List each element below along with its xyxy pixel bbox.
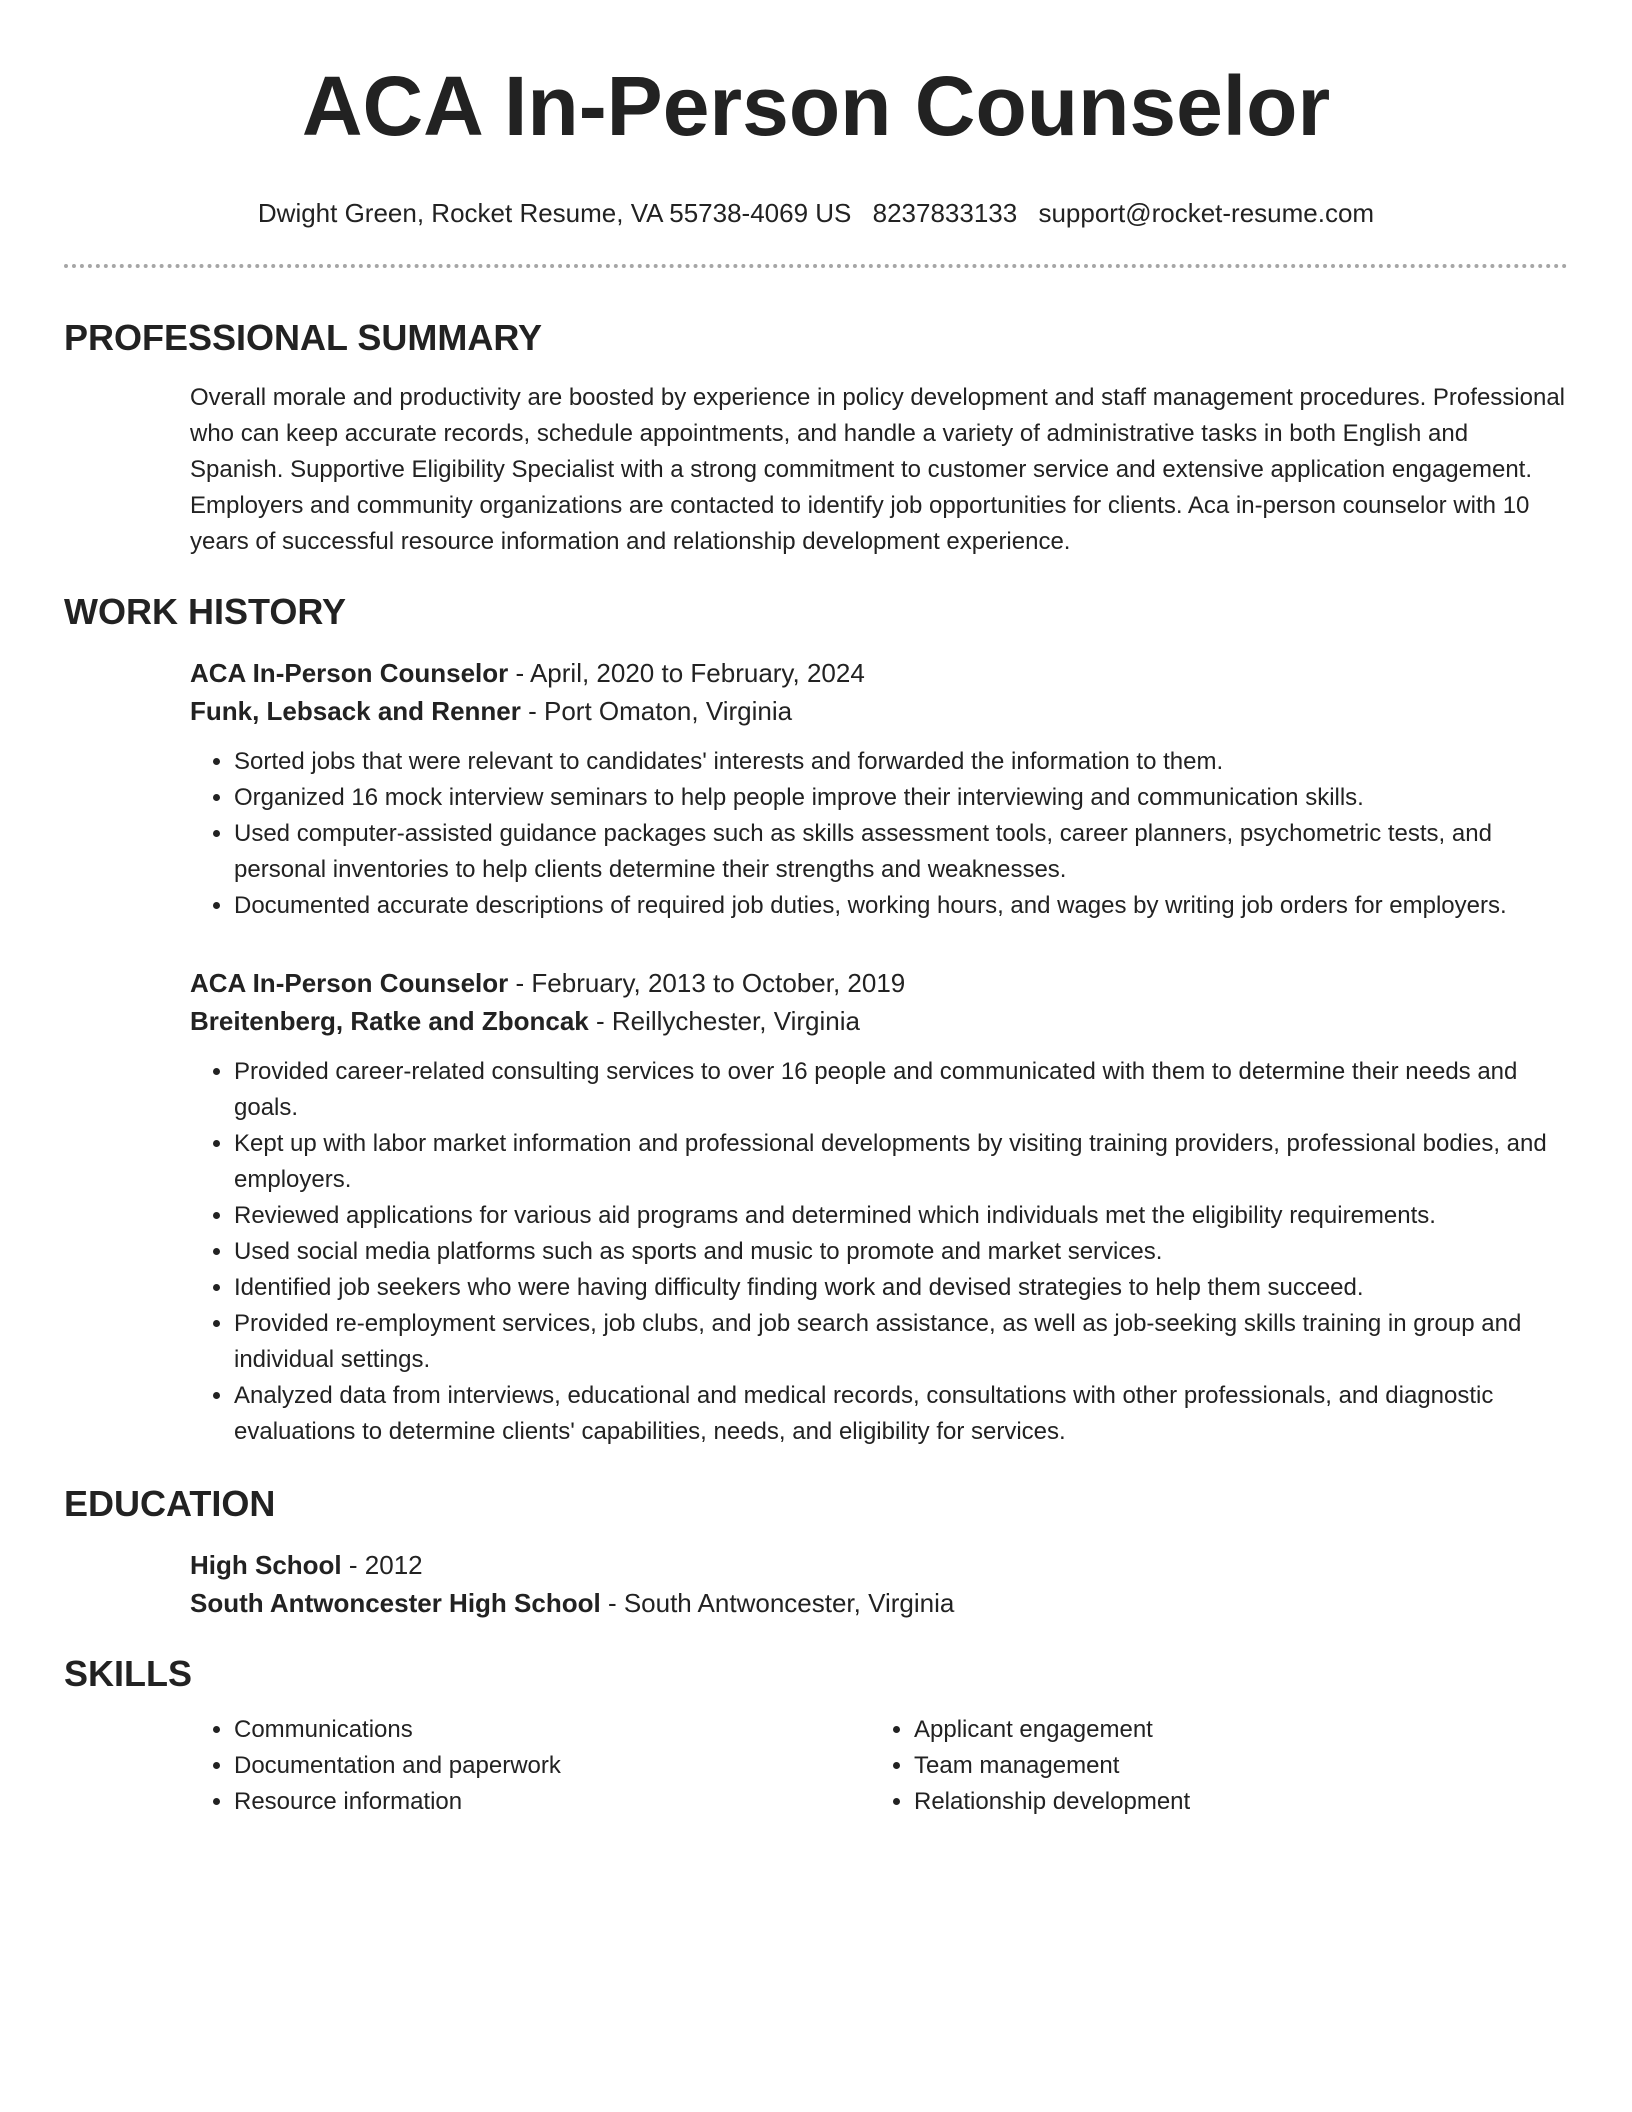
job-bullet: • Provided career-related consulting services to over 16 people and communicated with them to determine their needs and goals. — [234, 1054, 1568, 1126]
contact-line — [64, 198, 1568, 228]
job-bullets — [190, 1054, 1568, 1450]
job-role: ACA In-Person Counselor — [190, 658, 509, 688]
education-degree-line — [190, 1546, 1568, 1584]
job-bullet: • Provided re-employment services, job clubs, and job search assistance, as well as job-seeking skills training in group and individual settings. — [234, 1306, 1568, 1378]
job-company: Funk, Lebsack and Renner — [190, 696, 521, 726]
job-bullet: • Identified job seekers who were having difficulty finding work and devised strategies to help them succeed. — [234, 1270, 1568, 1306]
job-role: ACA In-Person Counselor — [190, 968, 509, 998]
job-company-line — [190, 1002, 1568, 1040]
skill-item: • Relationship development — [914, 1784, 1550, 1820]
skill-item: • Applicant engagement — [914, 1712, 1550, 1748]
skills-column-right — [870, 1712, 1550, 1820]
skill-item: • Team management — [914, 1748, 1550, 1784]
header-divider — [64, 264, 1568, 268]
job-bullet: • Sorted jobs that were relevant to candidates' interests and forwarded the information to them. — [234, 744, 1568, 780]
job-company-line — [190, 692, 1568, 730]
job-bullets — [190, 744, 1568, 924]
job-bullet: • Documented accurate descriptions of required job duties, working hours, and wages by writing job orders for employers. — [234, 888, 1568, 924]
job-bullet: • Organized 16 mock interview seminars to help people improve their interviewing and communication skills. — [234, 780, 1568, 816]
resume-name: ACA In-Person Counselor — [301, 59, 1331, 153]
section-title-summary: PROFESSIONAL SUMMARY — [64, 317, 543, 358]
job-bullet: • Used computer-assisted guidance packages such as skills assessment tools, career planners, psychometric tests, and personal inventories to help clients determine their strengths and weaknesses. — [234, 816, 1568, 888]
skill-item: • Communications — [234, 1712, 870, 1748]
job-role-line — [190, 654, 1568, 692]
skill-item: • Documentation and paperwork — [234, 1748, 870, 1784]
job-bullet: • Kept up with labor market information and professional developments by visiting training providers, professional bodies, and employers. — [234, 1126, 1568, 1198]
resume-page — [64, 0, 1568, 1820]
job-bullet: • Analyzed data from interviews, educational and medical records, consultations with other professionals, and diagnostic evaluations to determine clients' capabilities, needs, and eligibility for services. — [234, 1378, 1568, 1450]
job-bullet: • Used social media platforms such as sports and music to promote and market services. — [234, 1234, 1568, 1270]
job-role-line — [190, 964, 1568, 1002]
job-location: - Port Omaton, Virginia — [520, 696, 793, 726]
job-bullet: • Reviewed applications for various aid programs and determined which individuals met the eligibility requirements. — [234, 1198, 1568, 1234]
section-title-work-history: WORK HISTORY — [64, 591, 347, 632]
job-dates: - February, 2013 to October, 2019 — [508, 968, 906, 998]
job-company: Breitenberg, Ratke and Zboncak — [190, 1006, 589, 1036]
skill-item: • Resource information — [234, 1784, 870, 1820]
education-degree: High School — [190, 1550, 342, 1580]
contact-email: support@rocket-resume.com — [1038, 198, 1375, 228]
section-title-skills: SKILLS — [64, 1653, 193, 1694]
education-location: - South Antwoncester, Virginia — [600, 1588, 955, 1618]
job-dates: - April, 2020 to February, 2024 — [508, 658, 865, 688]
summary-text: Overall morale and productivity are boosted by experience in policy development and staff management procedures. Professional who can keep accurate records, schedule appointments, and handle a variety of administrative tasks in both English and Spanish. Supportive Eligibility Specialist with a strong commitment to customer service and extensive application engagement. Employers and community organizations are contacted to identify job opportunities for clients. Aca in-person counselor with 10 years of successful resource information and relationship development experience. — [190, 384, 1565, 555]
job-entry-2 — [190, 964, 1568, 1450]
job-entry-1 — [190, 654, 1568, 924]
section-title-education: EDUCATION — [64, 1483, 276, 1524]
skills-column-left — [190, 1712, 870, 1820]
education-school-line — [190, 1584, 1568, 1622]
job-location: - Reillychester, Virginia — [588, 1006, 860, 1036]
education-entry — [190, 1546, 1568, 1622]
contact-phone: 8237833133 — [872, 198, 1018, 228]
skills-list — [190, 1712, 1568, 1820]
contact-address: Dwight Green, Rocket Resume, VA 55738-4069 US — [257, 198, 852, 228]
education-school: South Antwoncester High School — [190, 1588, 601, 1618]
education-year: - 2012 — [341, 1550, 423, 1580]
